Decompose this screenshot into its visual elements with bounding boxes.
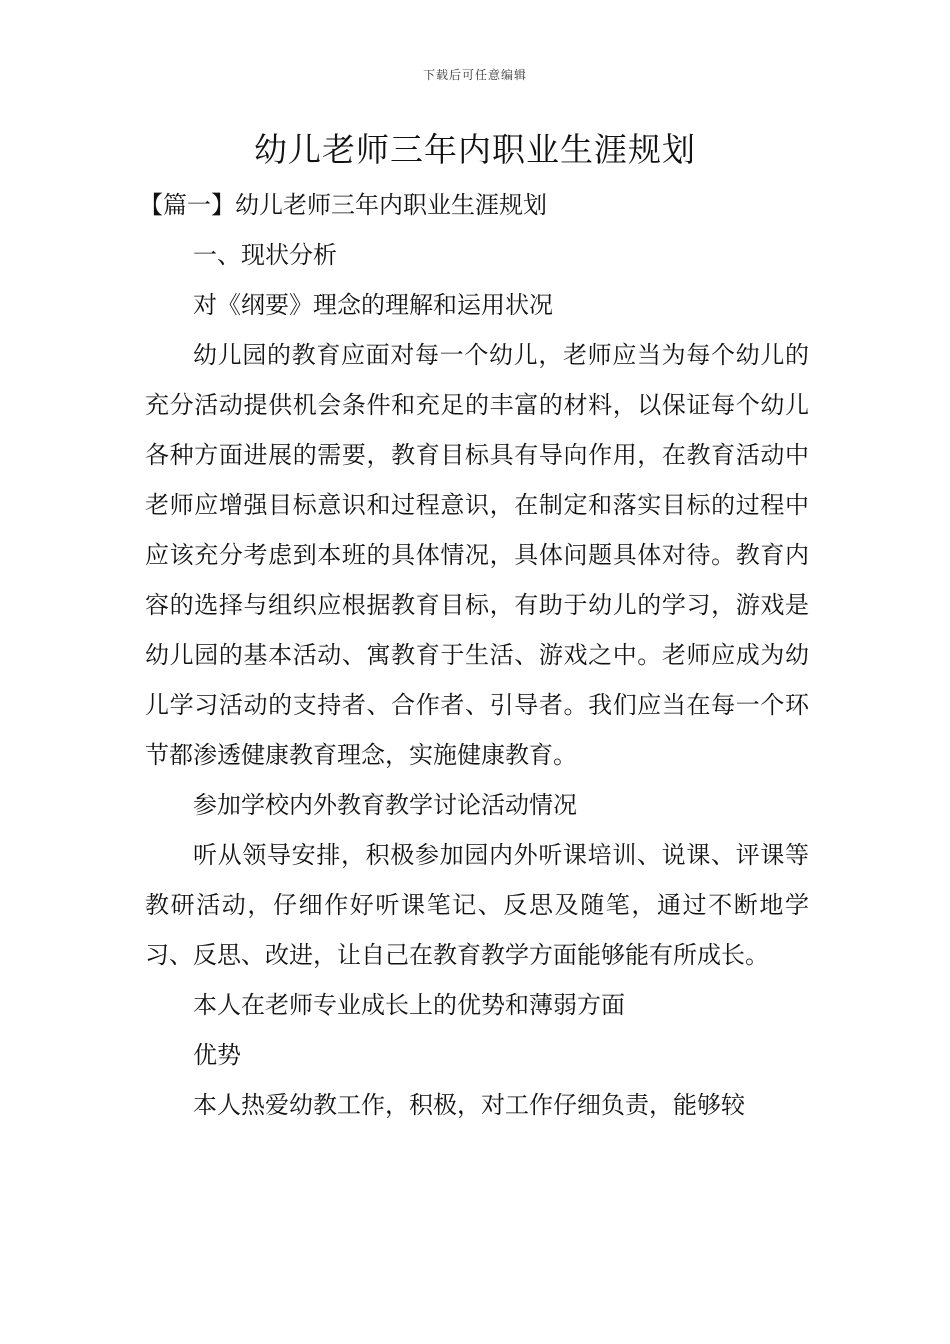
paragraph-research-activities: 听从领导安排，积极参加园内外听课培训、说课、评课等教研活动，仔细作好听课笔记、反思及随笔，通过不断地学习、反思、改进，让自己在教育教学方面能够能有所成长。 [145, 841, 809, 969]
subheading-strengths: 优势 [193, 1041, 241, 1069]
subheading-outline-understanding: 对《纲要》理念的理解和运用状况 [193, 291, 553, 319]
paragraph-strengths: 本人热爱幼教工作，积极，对工作仔细负责，能够较 [193, 1091, 745, 1119]
page-header-note: 下载后可任意编辑 [422, 68, 527, 82]
subheading-status-analysis: 一、现状分析 [193, 241, 337, 269]
section-heading: 【篇一】幼儿老师三年内职业生涯规划 [139, 191, 547, 219]
subheading-research-activities: 参加学校内外教育教学讨论活动情况 [193, 791, 577, 819]
document-title: 幼儿老师三年内职业生涯规划 [254, 130, 696, 169]
paragraph-education-approach: 幼儿园的教育应面对每一个幼儿，老师应当为每个幼儿的充分活动提供机会条件和充足的丰富的材料，以保证每个幼儿各种方面进展的需要，教育目标具有导向作用，在教育活动中老师应增强目标意识和过程意识，在制定和落实目标的过程中应该充分考虑到本班的具体情况，具体问题具体对待。教育内容的选择与组织应根据教育目标，有助于幼儿的学习，游戏是幼儿园的基本活动、寓教育于生活、游戏之中。老师应成为幼儿学习活动的支持者、合作者、引导者。我们应当在每一个环节都渗透健康教育理念，实施健康教育。 [145, 341, 809, 769]
subheading-strengths-weaknesses: 本人在老师专业成长上的优势和薄弱方面 [193, 991, 625, 1019]
document-body [139, 180, 809, 1130]
